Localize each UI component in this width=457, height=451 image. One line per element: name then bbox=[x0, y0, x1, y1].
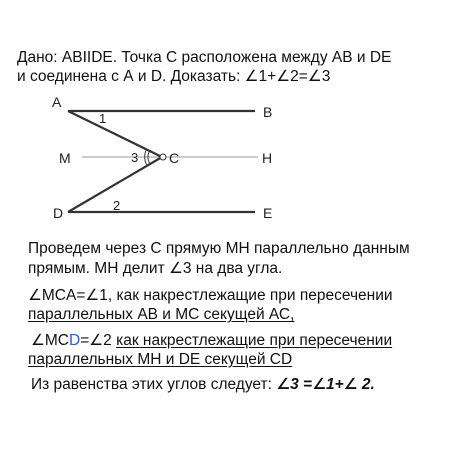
label-angle-2: 2 bbox=[113, 198, 121, 213]
label-d: D bbox=[53, 205, 64, 221]
point-c bbox=[160, 154, 166, 160]
problem-line-2: и соединена с А и D. Доказать: ∠1+∠2=∠3 bbox=[17, 68, 331, 85]
label-c: C bbox=[169, 150, 180, 166]
label-e: E bbox=[263, 205, 273, 221]
solution-p3-line-2: параллельных МН и DE секущей CD bbox=[28, 351, 293, 368]
label-m: M bbox=[59, 150, 71, 166]
p3-mid: =∠2 bbox=[80, 332, 117, 349]
label-a: A bbox=[52, 94, 62, 110]
label-angle-3: 3 bbox=[131, 150, 139, 165]
solution-p2-line-1: ∠MCA=∠1, как накрестлежащие при пересечении bbox=[28, 287, 393, 304]
solution-p4 bbox=[31, 376, 375, 394]
segment-ac bbox=[68, 111, 162, 157]
p3-underlined: как накрестлежащие при пересечении bbox=[116, 332, 393, 349]
p3-prefix: ∠MC bbox=[31, 332, 70, 349]
solution-p3-line-1 bbox=[31, 332, 392, 350]
label-angle-1: 1 bbox=[99, 111, 107, 126]
solution-p1-line-2: прямым. МН делит ∠3 на два угла. bbox=[28, 260, 283, 277]
label-b: B bbox=[263, 104, 273, 120]
solution-p2-line-2: параллельных АВ и МС секущей АС, bbox=[28, 306, 295, 323]
p4-text: Из равенства этих углов следует: bbox=[31, 376, 277, 393]
p4-conclusion: ∠3 =∠1+∠ 2. bbox=[276, 376, 375, 393]
problem-line-1: Дано: ABIIDE. Точка С расположена между АВ и DE bbox=[17, 49, 392, 66]
label-h: H bbox=[262, 150, 273, 166]
solution-p1-line-1: Проведем через С прямую МН параллельно данным bbox=[28, 240, 410, 257]
p3-letter-d: D bbox=[69, 332, 81, 349]
